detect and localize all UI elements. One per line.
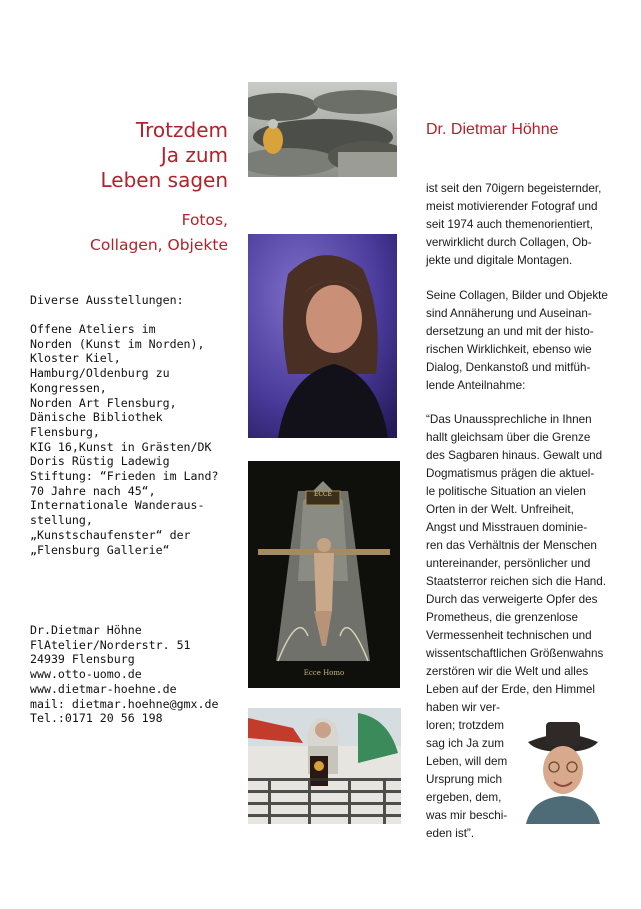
exhibitions-list: Offene Ateliers im Norden (Kunst im Norden), Kloster Kiel, Hamburg/Oldenburg zu Kongressen, Norden Art Flensburg, Dänische Bibliothek Flensburg, KIG 16,Kunst in Grästen/DK Doris Rüstig Ladewig Stiftung: “Frieden im Land? 70 Jahre nach 45“, Internationale Wanderaus- stellung, „Kunstschaufenster“ der „Flensburg Gallerie“ bbox=[30, 322, 219, 557]
collage-sign-text: ECCE bbox=[314, 491, 332, 498]
contact-block bbox=[30, 623, 218, 726]
bio-quote: “Das Unaussprechliche in Ihnen hallt gleichsam über die Grenze des Sagbaren hinaus. Gewalt und Dogmatismus prägen die aktuel- le politische Situation an vielen Orten in der Welt. Unfreiheit, Angst und Misstrauen dominie- ren das Verhältnis der Menschen untereinander, persönlicher und Staatsterror reichen sich die Hand. Durch das verweigerte Opfer des Prometheus, die grenzenlose Vermessenheit technischen und wissentschaftlichen Größenwahns zerstören wir die Welt und alles bbox=[426, 413, 606, 678]
photo-rocky-shore bbox=[248, 82, 397, 177]
exhibition-subtitle: Fotos, Collagen, Objekte bbox=[90, 211, 228, 254]
contact-phone: Tel.:0171 20 56 198 bbox=[30, 711, 163, 726]
contact-email: mail: dietmar.hoehne@gmx.de bbox=[30, 696, 219, 711]
contact-website-1: www.otto-uomo.de bbox=[30, 667, 142, 682]
bio-quote-end: haben wir ver- loren; trotzdem sag ich Ja zum Leben, will dem Ursprung mich ergeben, dem, was mir beschi- eden ist”. bbox=[426, 701, 508, 840]
exhibitions-heading: Diverse Ausstellungen: bbox=[30, 293, 184, 307]
photo-author-portrait bbox=[520, 712, 606, 824]
contact-name: Dr.Dietmar Höhne bbox=[30, 623, 142, 637]
contact-website-2: www.dietmar-hoehne.de bbox=[30, 681, 177, 696]
bio-paragraph-2: Seine Collagen, Bilder und Objekte sind Annäherung und Auseinan- dersetzung an und mit der histo- rischen Wirklichkeit, ebenso wie Dialog, Denkanstoß und mitfüh- lende Anteilnahme: bbox=[426, 289, 608, 392]
photo-woman-portrait bbox=[248, 234, 397, 438]
contact-address: FlAtelier/Norderstr. 51 bbox=[30, 637, 191, 652]
bio-quote-continued: Leben auf der Erde, den Himmel bbox=[426, 683, 595, 696]
author-name: Dr. Dietmar Höhne bbox=[426, 121, 559, 138]
bio-paragraph-1: ist seit den 70igern begeisternder, meist motivierender Fotograf und seit 1974 auch themenorientiert, verwirklicht durch Collagen, Ob- jekte und digitale Montagen. bbox=[426, 182, 602, 267]
collage-ecce-homo bbox=[248, 461, 400, 688]
exhibition-title: Trotzdem Ja zum Leben sagen bbox=[100, 118, 228, 192]
contact-city: 24939 Flensburg bbox=[30, 652, 135, 667]
collage-prophet bbox=[248, 708, 401, 824]
collage-caption: Ecce Homo bbox=[303, 669, 345, 677]
